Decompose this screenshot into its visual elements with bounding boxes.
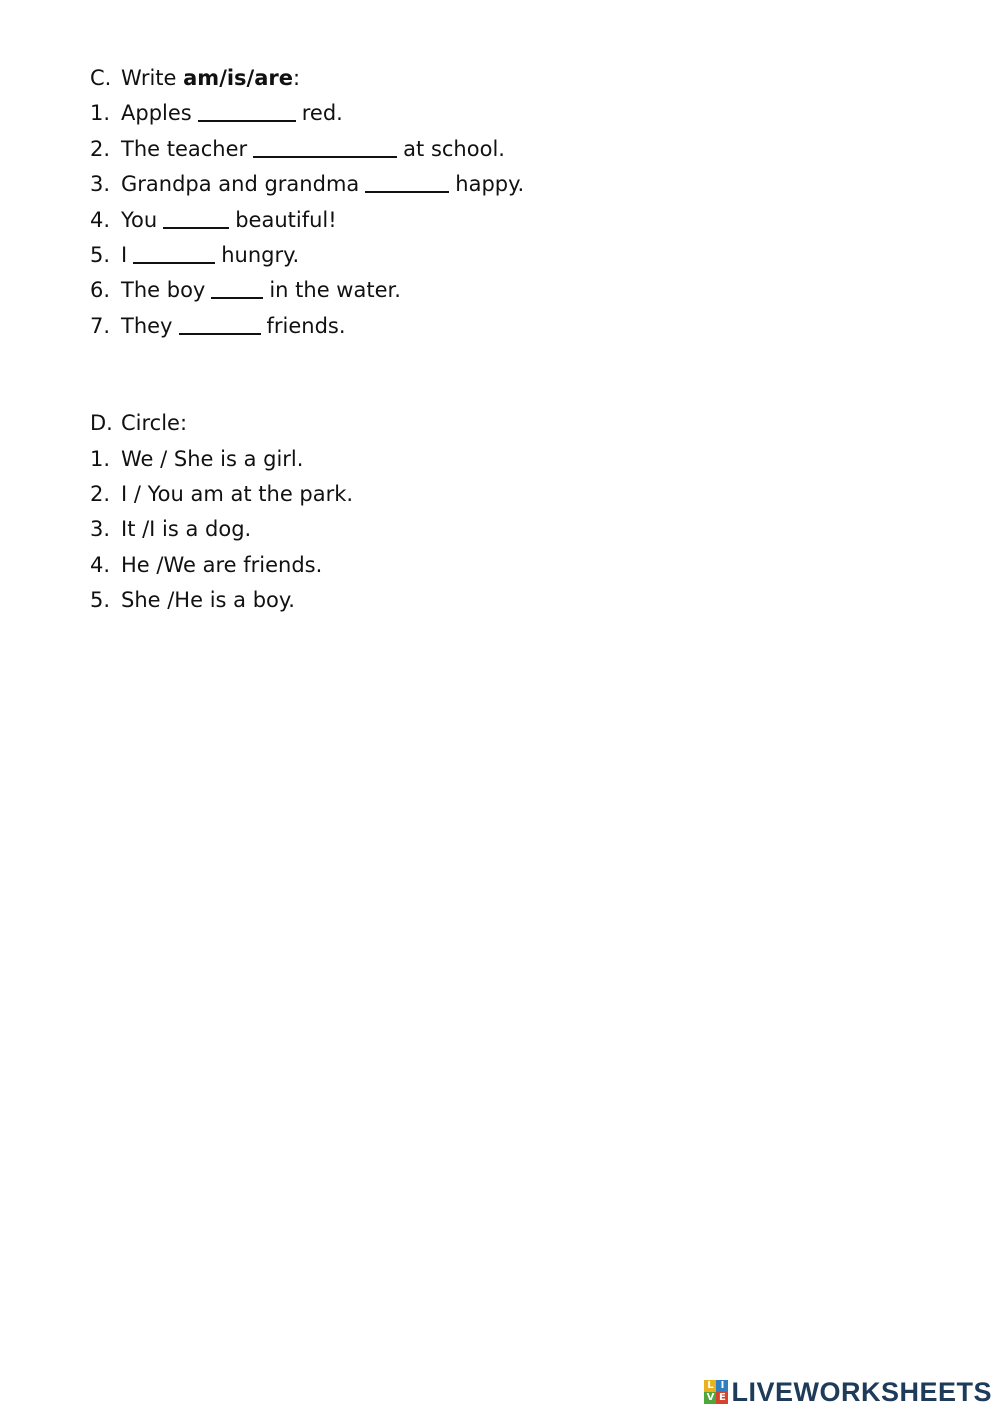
section-c-item xyxy=(90,167,950,202)
section-c-suffix: : xyxy=(293,66,301,90)
section-d-letter: D. xyxy=(90,411,113,436)
item-text-before: The teacher xyxy=(121,136,248,161)
section-c-item xyxy=(90,238,950,273)
item-number: 3. xyxy=(90,517,111,542)
answer-blank[interactable] xyxy=(198,100,296,122)
item-text-before: Apples xyxy=(121,101,192,126)
logo-tile-e: E xyxy=(716,1392,728,1404)
answer-blank[interactable] xyxy=(211,277,263,299)
liveworksheets-logo-text: LIVEWORKSHEETS xyxy=(731,1376,992,1407)
answer-blank[interactable] xyxy=(133,242,215,264)
liveworksheets-logo-icon xyxy=(704,1380,728,1404)
section-c-bold-words: am/is/are xyxy=(183,66,294,90)
section-d-heading xyxy=(90,406,950,441)
section-c-letter: C. xyxy=(90,66,112,90)
section-d-item xyxy=(90,442,950,477)
answer-blank[interactable] xyxy=(163,207,229,229)
item-text-after: beautiful! xyxy=(235,207,337,232)
item-text-after: red. xyxy=(301,101,343,126)
item-text-after: friends. xyxy=(266,313,346,338)
section-d-item xyxy=(90,548,950,583)
item-text[interactable]: She /He is a boy. xyxy=(121,588,295,613)
section-c-item xyxy=(90,132,950,167)
item-number: 4. xyxy=(90,552,111,577)
item-text-after: in the water. xyxy=(269,278,401,303)
section-c-item xyxy=(90,309,950,344)
answer-blank[interactable] xyxy=(253,136,397,158)
item-text-before: You xyxy=(121,207,158,232)
section-d-item xyxy=(90,512,950,547)
logo-tile-i: I xyxy=(716,1380,728,1392)
item-number: 6. xyxy=(90,278,111,303)
section-d-item xyxy=(90,477,950,512)
item-number: 1. xyxy=(90,101,111,126)
answer-blank[interactable] xyxy=(179,313,261,335)
item-number: 4. xyxy=(90,207,111,232)
section-d-title: Circle: xyxy=(121,411,188,436)
section-c-heading xyxy=(90,61,950,96)
item-text-after: at school. xyxy=(403,136,505,161)
item-text-after: happy. xyxy=(455,172,525,197)
logo-tile-l: L xyxy=(704,1380,716,1392)
section-c-item xyxy=(90,96,950,131)
item-text-before: Grandpa and grandma xyxy=(121,172,360,197)
worksheet xyxy=(90,61,950,618)
section-c-prefix: Write xyxy=(121,66,177,90)
item-number: 5. xyxy=(90,588,111,613)
item-number: 1. xyxy=(90,446,111,471)
section-c-item xyxy=(90,203,950,238)
answer-blank[interactable] xyxy=(365,171,449,193)
item-text-before: They xyxy=(121,313,173,338)
item-text-before: I xyxy=(121,242,128,267)
liveworksheets-logo xyxy=(704,1376,992,1407)
item-number: 2. xyxy=(90,136,111,161)
item-text-after: hungry. xyxy=(221,242,300,267)
item-number: 7. xyxy=(90,313,111,338)
item-number: 2. xyxy=(90,481,111,506)
item-text[interactable]: It /I is a dog. xyxy=(121,517,252,542)
section-spacer xyxy=(90,344,950,406)
logo-tile-v: V xyxy=(704,1392,716,1404)
item-text-before: The boy xyxy=(121,278,206,303)
item-number: 3. xyxy=(90,172,111,197)
item-number: 5. xyxy=(90,242,111,267)
section-d-item xyxy=(90,583,950,618)
item-text[interactable]: He /We are friends. xyxy=(121,552,323,577)
item-text[interactable]: We / She is a girl. xyxy=(121,446,304,471)
item-text[interactable]: I / You am at the park. xyxy=(121,481,354,506)
section-c-item xyxy=(90,273,950,308)
